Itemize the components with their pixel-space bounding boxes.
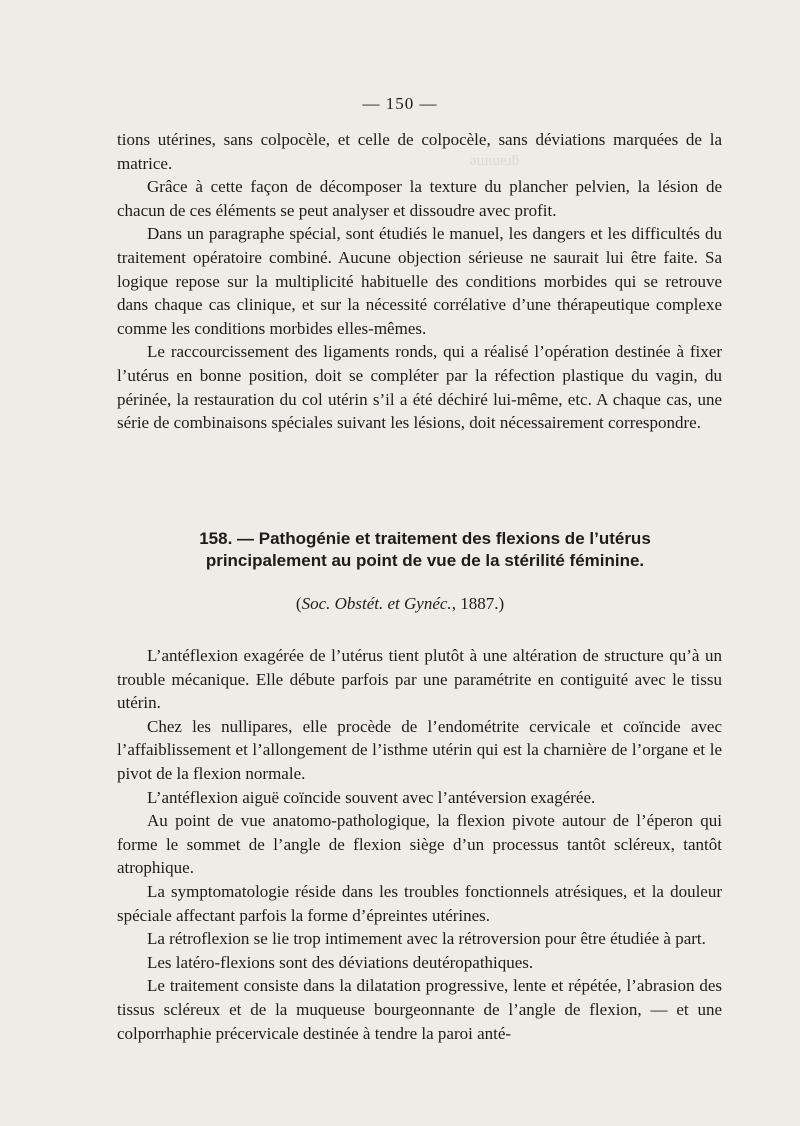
citation-close: , 1887.): [451, 594, 505, 613]
section-a-body: [117, 128, 722, 435]
citation: [0, 592, 800, 616]
paragraph: L’antéflexion aiguë coïncide souvent avec l’antéversion exagérée.: [147, 787, 596, 807]
citation-source: Soc. Obstét. et Gynéc.: [301, 594, 452, 613]
paragraph: Le raccourcissement des ligaments ronds, qui a réalisé l’opération destinée à fixer l’utérus en bonne position, doit se compléter par la réfection plastique du vagin, du périnée, la restauration du col utérin s’il a été déchiré lui-même, etc. A chaque cas, une série de combinaisons spéciales suivant les lésions, doit nécessairement correspondre.: [117, 342, 722, 433]
section-heading-158: 158. — Pathogénie et traitement des flexions de l’utérus principalement au point de vue de la stérilité féminine.: [199, 529, 651, 570]
section-158-body: [117, 644, 722, 1045]
paragraph: L’antéflexion exagérée de l’utérus tient plutôt à une altération de structure qu’à un trouble mécanique. Elle débute parfois par une paramétrite en contiguité avec le tissu utérin.: [117, 646, 722, 713]
show-through-text: ǝɯɯɐɹƃ: [470, 153, 520, 169]
paragraph: Au point de vue anatomo-pathologique, la flexion pivote autour de l’éperon qui forme le sommet de l’angle de flexion siège d’un processus tantôt scléreux, tantôt atrophique.: [117, 811, 722, 878]
paragraph: Dans un paragraphe spécial, sont étudiés le manuel, les dangers et les difficultés du traitement opératoire combiné. Aucune objection sérieuse ne saurait lui être faite. Sa logique repose sur la multiplicité habituelle des conditions morbides qui se retrouve dans chaque cas clinique, et sur la nécessité corrélative d’une thérapeutique complexe comme les conditions morbides elles-mêmes.: [117, 224, 722, 338]
paragraph: Le traitement consiste dans la dilatation progressive, lente et répétée, l’abrasion des tissus scléreux et de la muqueuse bourgeonnante de l’angle de flexion, — et une colporrhaphie précervicale destinée à tendre la paroi anté-: [117, 976, 722, 1043]
paragraph: tions utérines, sans colpocèle, et celle de colpocèle, sans déviations marquées de la matrice.: [117, 130, 722, 173]
paragraph: La symptomatologie réside dans les troubles fonctionnels atrésiques, et la douleur spéciale affectant parfois la forme d’épreintes utérines.: [117, 881, 722, 925]
paragraph: Chez les nullipares, elle procède de l’endométrite cervicale et coïncide avec l’affaiblissement et l’allongement de l’isthme utérin qui est la charnière de l’organe et le pivot de la flexion normale.: [117, 716, 722, 783]
paragraph: Les latéro-flexions sont des déviations deutéropathiques.: [147, 952, 534, 972]
page-number: — 150 —: [362, 94, 438, 113]
paragraph: La rétroflexion se lie trop intimement avec la rétroversion pour être étudiée à part.: [147, 929, 706, 949]
paragraph: Grâce à cette façon de décomposer la texture du plancher pelvien, la lésion de chacun de ces éléments se peut analyser et dissoudre avec profit.: [117, 177, 722, 220]
citation-open: (: [295, 594, 302, 613]
